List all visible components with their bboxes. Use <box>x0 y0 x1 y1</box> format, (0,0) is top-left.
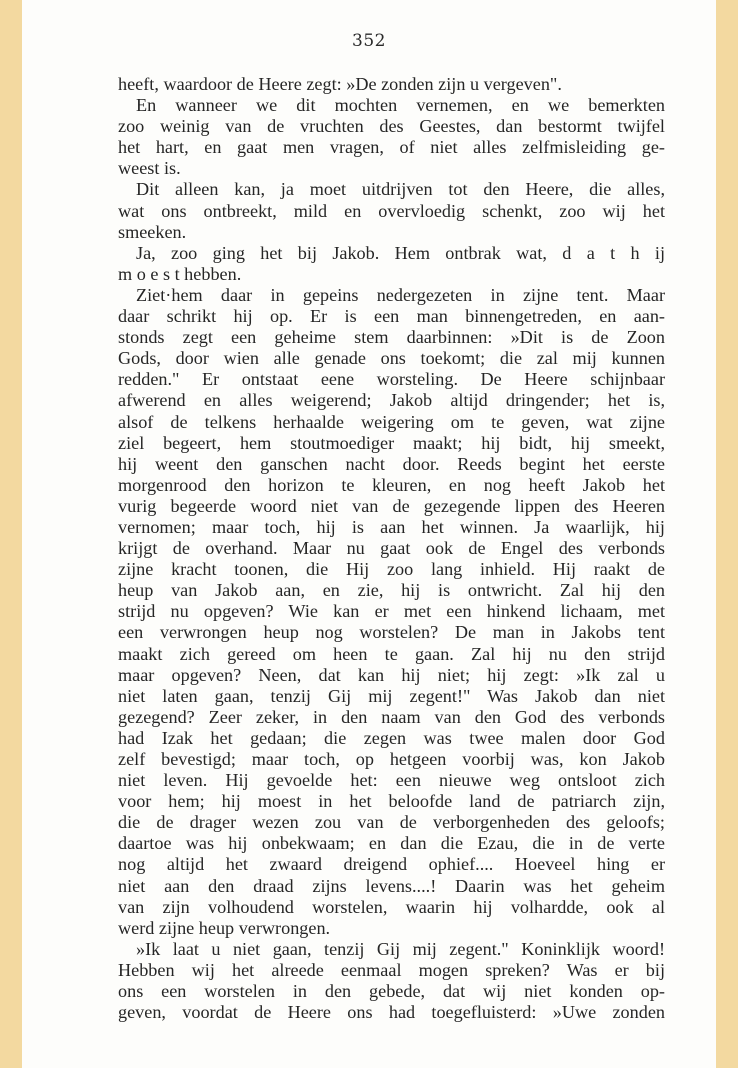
text-line: zoo weinig van de vruchten des Geestes, dan bestormt twijfel <box>118 116 665 137</box>
paragraph <box>118 95 665 179</box>
text-line: een verwrongen heup nog worstelen? De man in Jakobs tent <box>118 622 665 643</box>
text-line: Dit alleen kan, ja moet uitdrijven tot den Heere, die alles, <box>136 179 665 200</box>
body-text <box>118 74 665 1023</box>
text-line: niet aan den draad zijns levens....! Daarin was het geheim <box>118 875 665 896</box>
text-line: Hebben wij het alreede eenmaal mogen spreken? Was er bij <box>118 959 665 980</box>
paragraph <box>118 179 665 242</box>
paragraph <box>118 939 665 1023</box>
text-line: werd zijne heup verwrongen. <box>118 917 331 938</box>
text-line: van zijn volhoudend worstelen, waarin hij volhardde, ook al <box>118 896 665 917</box>
text-line: zelf bevestigd; maar toch, op hetgeen voorbij was, kon Jakob <box>118 749 665 769</box>
text-line: m o e s t hebben. <box>118 263 242 284</box>
text-line: die de drager wezen zou van de verborgenheden des geloofs; <box>118 812 665 833</box>
text-line: maakt zich gereed om heen te gaan. Zal hij nu den strijd <box>118 643 665 664</box>
text-line: vurig begeerde woord niet van de gezegende lippen des Heeren <box>118 495 665 516</box>
text-line: nog altijd het zwaard dreigend ophief.... Hoeveel hing er <box>118 854 665 875</box>
text-line: wat ons ontbreekt, mild en overvloedig schenkt, zoo wij het <box>118 200 665 221</box>
text-line: Gods, door wien alle genade ons toekomt; die zal mij kunnen <box>118 348 665 369</box>
text-line: ziel begeert, hem stoutmoediger maakt; hij bidt, hij smeekt, <box>118 432 665 453</box>
text-line: hij weent den ganschen nacht door. Reeds begint het eerste <box>118 453 665 474</box>
text-line: heeft, waardoor de Heere zegt: »De zonden zijn u vergeven". <box>118 74 562 94</box>
text-line: het hart, en gaat men vragen, of niet alles zelfmisleiding ge- <box>118 137 665 158</box>
text-line: ons een worstelen in den gebede, dat wij niet konden op- <box>118 981 665 1002</box>
text-line: »Ik laat u niet gaan, tenzij Gij mij zegent." Koninklijk woord! <box>136 938 665 959</box>
text-line: niet leven. Hij gevoelde het: een nieuwe weg ontsloot zich <box>118 770 665 791</box>
paragraph <box>118 285 665 939</box>
text-line: En wanneer we dit mochten vernemen, en we bemerkten <box>136 95 665 116</box>
text-line: alsof de telkens herhaalde weigering om te geven, wat zijne <box>118 411 665 432</box>
text-line: voor hem; hij moest in het beloofde land de patriarch zijn, <box>118 791 665 812</box>
text-line: geven, voordat de Heere ons had toegefluisterd: »Uwe zonden <box>118 1002 665 1023</box>
text-line: Ziet·hem daar in gepeins nedergezeten in zijne tent. Maar <box>136 284 665 305</box>
text-line: niet laten gaan, tenzij Gij mij zegent!" Was Jakob dan niet <box>118 685 665 706</box>
text-line: daar schrikt hij op. Er is een man binnengetreden, en aan- <box>118 306 665 327</box>
text-line: heup van Jakob aan, en zie, hij is ontwricht. Zal hij den <box>118 580 665 601</box>
text-line: smeeken. <box>118 221 187 242</box>
text-line: had Izak het gedaan; die zegen was twee malen door God <box>118 727 665 748</box>
text-line: redden." Er ontstaat eene worsteling. De Heere schijnbaar <box>118 369 665 390</box>
text-line: Ja, zoo ging het bij Jakob. Hem ontbrak wat, d a t h ij <box>136 242 665 263</box>
book-page <box>22 0 716 1068</box>
text-line: afwerend en alles weigerend; Jakob altijd dringender; het is, <box>118 390 665 411</box>
text-line: krijgt de overhand. Maar nu gaat ook de Engel des verbonds <box>118 538 665 559</box>
paragraph <box>118 243 665 285</box>
text-line: morgenrood den horizon te kleuren, en nog heeft Jakob het <box>118 474 665 495</box>
text-line: gezegend? Zeer zeker, in den naam van den God des verbonds <box>118 706 665 727</box>
text-line: strijd nu opgeven? Wie kan er met een hinkend lichaam, met <box>118 601 665 622</box>
text-line: weest is. <box>118 158 181 179</box>
text-line: maar opgeven? Neen, dat kan hij niet; hij zegt: »Ik zal u <box>118 664 665 685</box>
paragraph <box>118 74 665 95</box>
text-line: daartoe was hij onbekwaam; en dan die Ezau, die in de verte <box>118 833 665 854</box>
page-number: 352 <box>352 31 386 51</box>
text-line: zijne kracht toonen, die Hij zoo lang inhield. Hij raakt de <box>118 559 665 580</box>
text-line: vernomen; maar toch, hij is aan het winnen. Ja waarlijk, hij <box>118 516 665 537</box>
text-line: stonds zegt een geheime stem daarbinnen: »Dit is de Zoon <box>118 327 665 348</box>
